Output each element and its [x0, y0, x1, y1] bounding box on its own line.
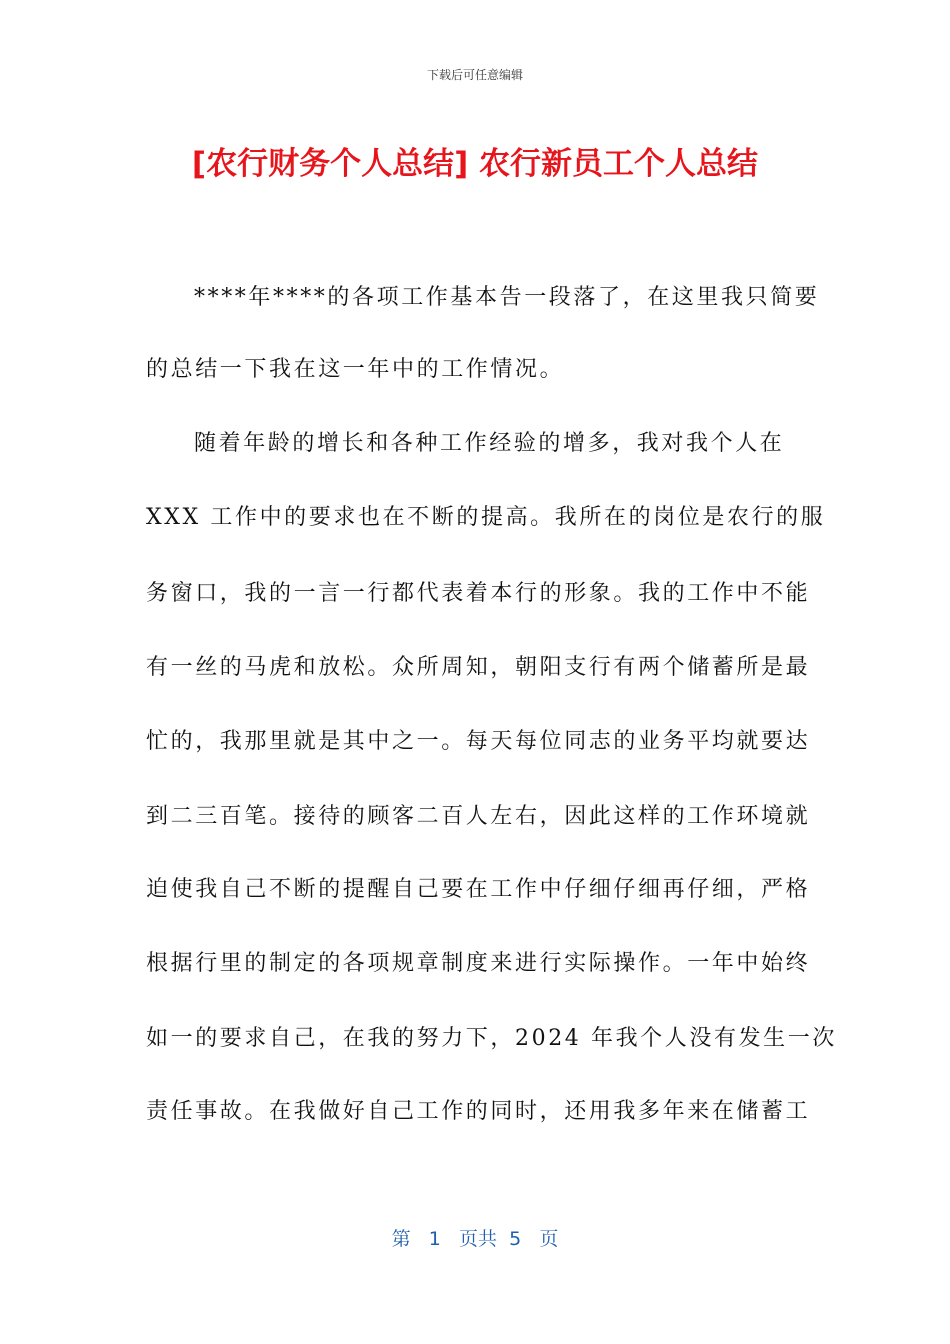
paragraph-line: 责任事故。在我做好自己工作的同时，还用我多年来在储蓄工	[146, 1099, 811, 1124]
total-label: 页共	[459, 1228, 498, 1250]
total-pages: 5	[509, 1228, 522, 1250]
paragraph-line: 迫使我自己不断的提醒自己要在工作中仔细仔细再仔细，严格	[146, 877, 811, 902]
total-label-end: 页	[539, 1228, 559, 1250]
paragraph-line: 如一的要求自己，在我的努力下，2024 年我个人没有发生一次	[146, 1026, 837, 1051]
paragraph-line: 的总结一下我在这一年中的工作情况。	[146, 357, 565, 382]
paragraph-line: XXX 工作中的要求也在不断的提高。我所在的岗位是农行的服	[146, 505, 826, 530]
paragraph-line: 到二三百笔。接待的顾客二百人左右，因此这样的工作环境就	[146, 804, 811, 829]
page-label: 第	[391, 1228, 411, 1250]
paragraph-line: 忙的，我那里就是其中之一。每天每位同志的业务平均就要达	[146, 729, 811, 754]
header-note: 下载后可任意编辑	[426, 68, 523, 82]
page-number: 1	[428, 1228, 441, 1250]
paragraph-line: 随着年龄的增长和各种工作经验的增多，我对我个人在	[194, 431, 785, 456]
paragraph-line: ****年****的各项工作基本告一段落了，在这里我只简要	[194, 285, 820, 310]
paragraph-line: 务窗口，我的一言一行都代表着本行的形象。我的工作中不能	[146, 581, 811, 606]
page-footer	[0, 1226, 950, 1252]
paragraph-line: 有一丝的马虎和放松。众所周知，朝阳支行有两个储蓄所是最	[146, 655, 811, 680]
document-title: [农行财务个人总结] 农行新员工个人总结	[191, 146, 759, 182]
paragraph-line: 根据行里的制定的各项规章制度来进行实际操作。一年中始终	[146, 951, 811, 976]
